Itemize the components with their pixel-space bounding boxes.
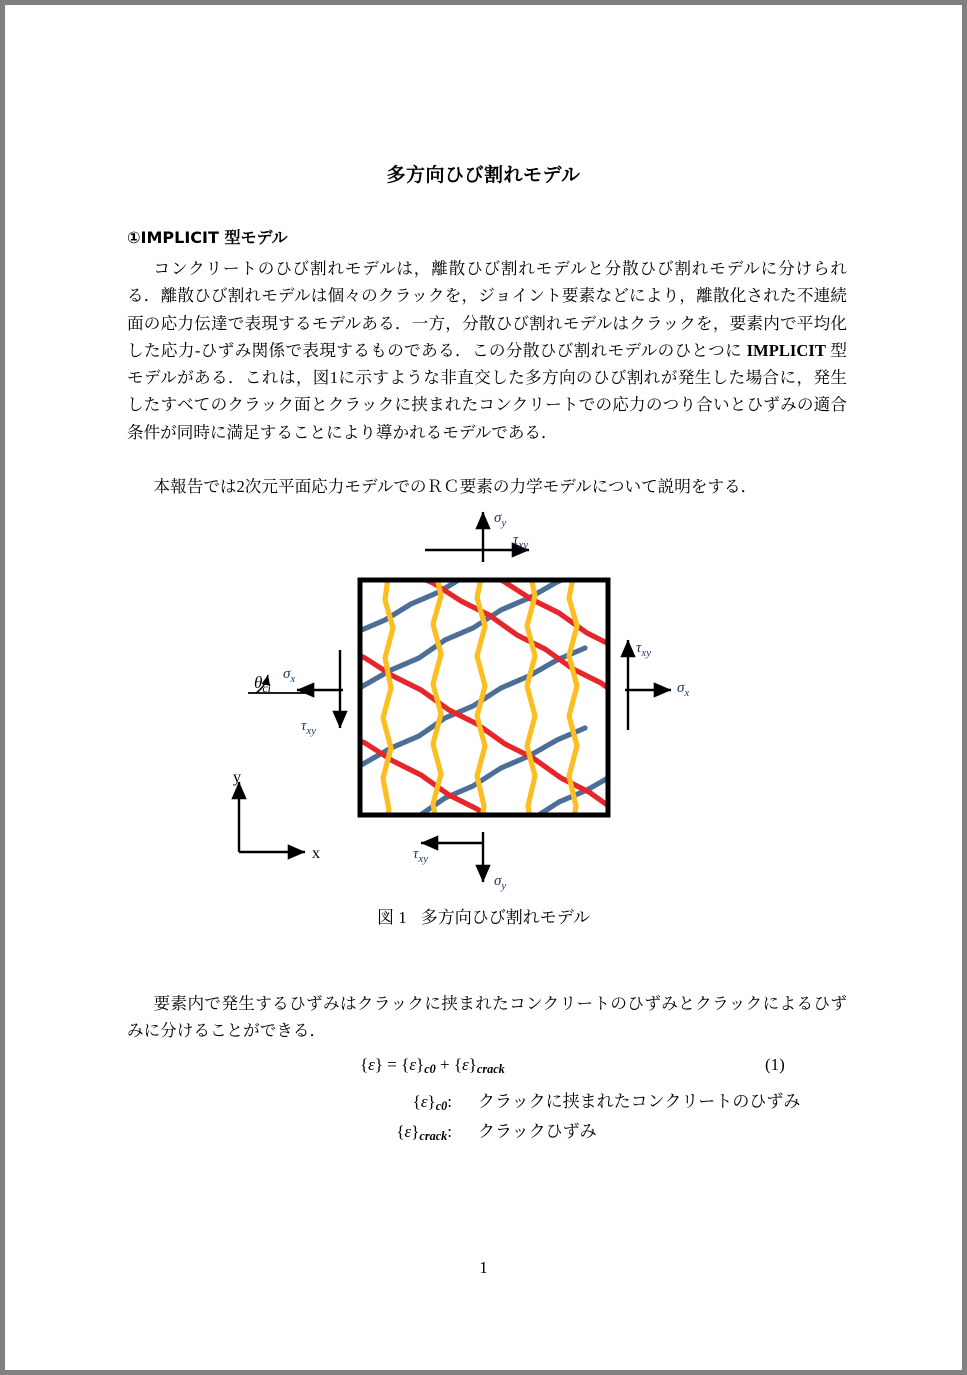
- tau-xy-bottom-label: $\tau_{xy}$: [413, 846, 429, 865]
- figure-caption-text: 多方向ひび割れモデル: [420, 908, 590, 927]
- axis-x-label: x: [312, 845, 320, 862]
- sigma-y-bottom-label: $\sigma_y$: [494, 873, 507, 892]
- equation-1-number: (1): [765, 1055, 785, 1074]
- stress-arrows-bottom: [421, 832, 483, 882]
- section-heading: ①IMPLICIT 型モデル: [127, 228, 288, 247]
- sigma-x-left-label: $\sigma_x$: [283, 666, 296, 685]
- definition-1-text: クラックに挟まれたコンクリートのひずみ: [478, 1092, 801, 1111]
- paragraph-1-part-2: 型モデルがある．これは，図1に示すような非直交した多方向のひび割れが発生した場合に，発生したすべてのクラック面とクラックに挟まれたコンクリートでの応力のつり合いとひずみの適合条件が同時に満足することにより導かれるモデルである．: [127, 340, 847, 442]
- stress-arrows-left: [297, 650, 343, 728]
- page-content: [5, 5, 962, 1370]
- equation-1: $\{\varepsilon\} = \{\varepsilon\}_{c0} + \{\varepsilon\}_{crack}$: [360, 1055, 505, 1077]
- definition-1-symbol: $\{\varepsilon\}_{c0}$:: [412, 1092, 452, 1114]
- sigma-x-right-label: $\sigma_x$: [677, 680, 690, 699]
- crack-pattern: [305, 568, 623, 897]
- definition-2-symbol: $\{\varepsilon\}_{crack}$:: [396, 1122, 452, 1144]
- figure-caption-label: 図 1: [377, 908, 407, 927]
- body-paragraph-2: [127, 473, 847, 500]
- tau-xy-top-label: $\tau_{xy}$: [513, 532, 529, 551]
- body-paragraph-3: [127, 990, 847, 1045]
- paragraph-2-text: 本報告では2次元平面応力モデルでのＲＣ要素の力学モデルについて説明をする．: [153, 477, 758, 496]
- page-title: 多方向ひび割れモデル: [386, 164, 581, 186]
- figure-caption: [5, 903, 962, 928]
- axis-y-label: y: [233, 769, 241, 786]
- tau-xy-right-label: $\tau_{xy}$: [636, 640, 652, 659]
- equation-definition-1: [340, 1087, 800, 1114]
- theta-ci-label: $\theta_{ci}$: [254, 673, 272, 695]
- paragraph-text: [127, 255, 847, 446]
- equation-1-line: [5, 1055, 962, 1083]
- tau-xy-left-label: $\tau_{xy}$: [301, 718, 317, 737]
- implicit-term: IMPLICIT: [746, 340, 826, 360]
- body-paragraph-1: [127, 255, 847, 446]
- paragraph-3-text: 要素内で発生するひずみはクラックに挟まれたコンクリートのひずみとクラックによるひずみに分けることができる．: [127, 994, 847, 1041]
- definition-2-text: クラックひずみ: [478, 1122, 597, 1141]
- equation-block: [5, 1055, 962, 1144]
- paragraph-1-part-1: コンクリートのひび割れモデルは，離散ひび割れモデルと分散ひび割れモデルに分けられる．離散ひび割れモデルは個々のクラックを，ジョイント要素などにより，離散化された不連続面の応力伝達で表現するモデルある．一方，分散ひび割れモデルはクラックを，要素内で平均化した応力-ひずみ関係で表現するものである．この分散ひび割れモデルのひとつに: [127, 259, 847, 360]
- coordinate-axes: [239, 782, 305, 852]
- figure-multi-directional-crack-model: [5, 500, 962, 900]
- equation-definition-2: [340, 1117, 597, 1144]
- sigma-y-top-label: $\sigma_y$: [494, 510, 507, 529]
- page-number: 1: [479, 1258, 488, 1277]
